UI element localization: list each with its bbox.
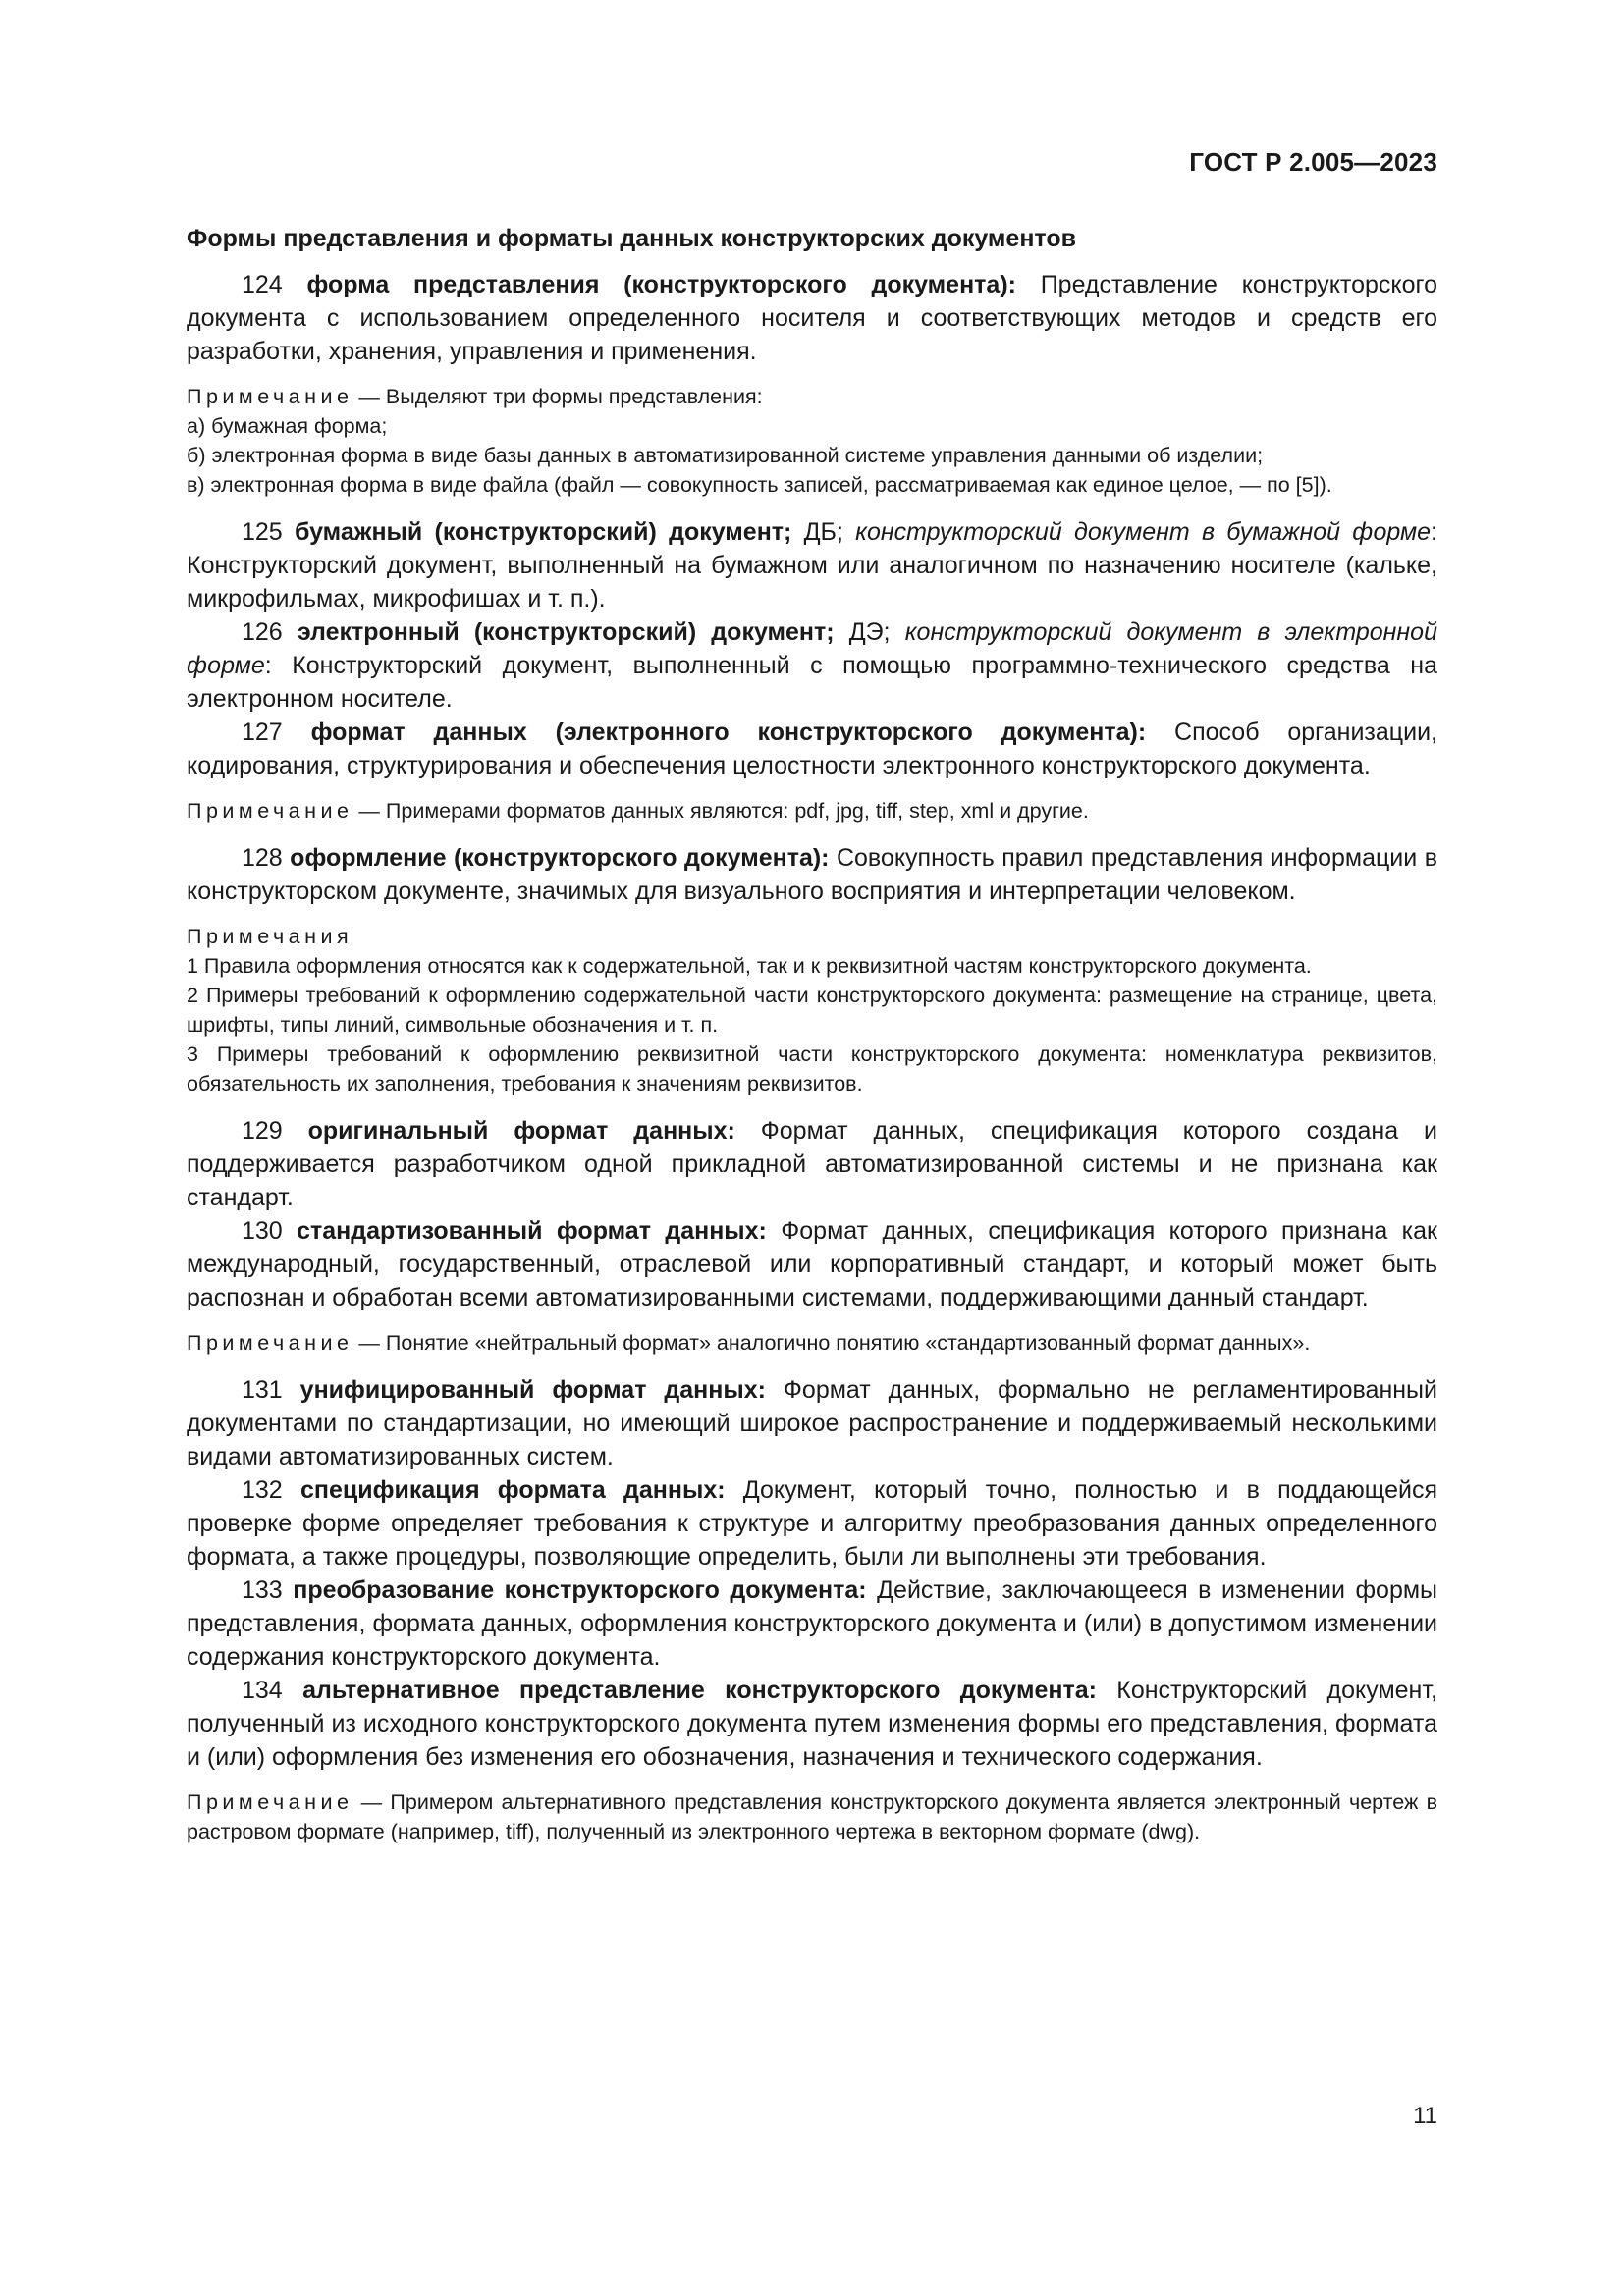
term-name: стандартизованный формат данных: — [297, 1217, 767, 1245]
note-item: а) бумажная форма; — [187, 414, 388, 438]
note-130 — [187, 1328, 1437, 1358]
note-134 — [187, 1788, 1437, 1846]
term-name: электронный (конструкторский) документ; — [297, 618, 835, 646]
term-number: 134 — [242, 1677, 283, 1704]
note-128 — [187, 922, 1437, 1098]
term-number: 125 — [242, 518, 283, 546]
note-label: Примечание — [187, 1331, 353, 1355]
note-dash: — — [352, 1790, 391, 1814]
section-title-text: Формы представления и форматы данных конструкторских документов — [187, 225, 1076, 252]
note-item: в) электронная форма в виде файла (файл — совокупность записей, рассматриваемая как единое целое, — по [5]). — [187, 473, 1332, 497]
term-definition: Формат данных, спецификация которого создана и поддерживается разработчиком одной прикладной автоматизированной системы и не признана как стандарт. — [187, 1117, 1438, 1211]
term-name: оригинальный формат данных: — [307, 1117, 735, 1145]
term-definition: Формат данных, формально не регламентированный документами по стандартизации, но имеющий широкое распространение и поддерживаемый несколькими видами автоматизированных систем. — [187, 1376, 1437, 1470]
term-128 — [187, 841, 1437, 908]
term-definition: Документ, который точно, полностью и в поддающейся проверке форме определяет требования к структуре и алгоритму преобразования данных определенного формата, а также процедуры, позволяющие определить, были ли выполнены эти требования. — [187, 1476, 1437, 1571]
term-125 — [187, 515, 1437, 615]
note-text: Выделяют три формы представления: — [385, 385, 763, 408]
term-name: альтернативное представление конструкторского документа: — [302, 1677, 1097, 1704]
note-item: б) электронная форма в виде базы данных в автоматизированной системе управления данными об изделии; — [187, 444, 1264, 467]
note-text: Примерами форматов данных являются: pdf, jpg, tiff, step, xml и другие. — [385, 799, 1089, 823]
term-definition: Совокупность правил представления информации в конструкторском документе, значимых для визуального восприятия и интерпретации человеком. — [187, 844, 1437, 905]
note-text: Понятие «нейтральный формат» аналогично понятию «стандартизованный формат данных». — [385, 1331, 1311, 1355]
note-dash: — — [352, 1331, 386, 1355]
term-number: 126 — [242, 618, 283, 646]
note-item: 3 Примеры требований к оформлению реквизитной части конструкторского документа: номенклатура реквизитов, обязательность их заполнения, требования к значениям реквизитов. — [187, 1042, 1437, 1095]
term-name: спецификация формата данных: — [299, 1476, 726, 1504]
section-title — [187, 221, 1437, 256]
term-131 — [187, 1373, 1437, 1473]
term-number: 129 — [242, 1117, 283, 1145]
term-definition: Действие, заключающееся в изменении формы представления, формата данных, оформления конструкторского документа и (или) в допустимом изменении содержания конструкторского документа. — [187, 1576, 1437, 1671]
term-number: 128 — [242, 844, 283, 872]
document-content — [187, 221, 1437, 1862]
standard-code: ГОСТ Р 2.005—2023 — [1189, 147, 1437, 177]
term-129 — [187, 1114, 1437, 1214]
note-label: Примечание — [187, 385, 353, 408]
term-definition: Конструкторский документ, полученный из исходного конструкторского документа путем изменения формы его представления, формата и (или) оформления без изменения его обозначения, назначения и технического содержания. — [187, 1677, 1437, 1771]
note-label: Примечания — [187, 925, 353, 948]
term-name: бумажный (конструкторский) документ; — [294, 518, 792, 546]
term-name: преобразование конструкторского документа: — [293, 1576, 867, 1604]
term-definition: Представление конструкторского документа с использованием определенного носителя и соответствующих методов и средств его разработки, хранения, управления и применения. — [187, 271, 1437, 365]
note-124 — [187, 382, 1437, 500]
page-number: 11 — [1413, 2103, 1437, 2129]
note-item: 2 Примеры требований к оформлению содержательной части конструкторского документа: размещение на странице, цвета, шрифты, типы линий, символьные обозначения и т. п. — [187, 984, 1437, 1037]
note-item: 1 Правила оформления относятся как к содержательной, так и к реквизитной частям конструкторского документа. — [187, 954, 1312, 978]
term-alternative: конструкторский документ в электронной форме — [187, 618, 1437, 679]
term-number: 130 — [242, 1217, 283, 1245]
note-text: Примером альтернативного представления конструкторского документа является электронный чертеж в растровом формате (например, tiff), полученный из электронного чертежа в векторном формате (dwg). — [187, 1790, 1437, 1843]
term-name: унифицированный формат данных: — [299, 1376, 766, 1404]
term-number: 124 — [242, 271, 283, 298]
note-label: Примечание — [187, 799, 353, 823]
note-label: Примечание — [187, 1790, 353, 1814]
term-127 — [187, 716, 1437, 782]
term-133 — [187, 1574, 1437, 1674]
term-alternative: конструкторский документ в бумажной форме — [855, 518, 1432, 546]
term-134 — [187, 1674, 1437, 1774]
term-number: 133 — [242, 1576, 283, 1604]
term-definition: : Конструкторский документ, выполненный с помощью программно-технического средства на электронном носителе. — [187, 652, 1437, 713]
note-dash: — — [352, 385, 386, 408]
term-definition: Способ организации, кодирования, структурирования и обеспечения целостности электронного конструкторского документа. — [187, 719, 1437, 779]
document-page — [187, 0, 1437, 2296]
term-number: 127 — [242, 719, 283, 746]
term-definition: Формат данных, спецификация которого признана как международный, государственный, отраслевой или корпоративный стандарт, и который может быть распознан и обработан всеми автоматизированными системами, поддерживающими данный стандарт. — [187, 1217, 1437, 1311]
note-dash: — — [352, 799, 386, 823]
term-abbreviation: ДБ; — [803, 518, 843, 546]
term-name: формат данных (электронного конструкторского документа): — [310, 719, 1147, 746]
term-number: 132 — [242, 1476, 283, 1504]
term-definition: : Конструкторский документ, выполненный на бумажном или аналогичном по назначению носителе (кальке, микрофильмах, микрофишах и т. п.). — [187, 518, 1437, 613]
term-132 — [187, 1473, 1437, 1574]
term-124 — [187, 268, 1437, 368]
term-130 — [187, 1214, 1437, 1314]
term-abbreviation: ДЭ; — [848, 618, 891, 646]
note-127 — [187, 796, 1437, 826]
term-name: оформление (конструкторского документа): — [290, 844, 830, 872]
term-name: форма представления (конструкторского документа): — [306, 271, 1016, 298]
term-number: 131 — [242, 1376, 283, 1404]
term-126 — [187, 615, 1437, 716]
